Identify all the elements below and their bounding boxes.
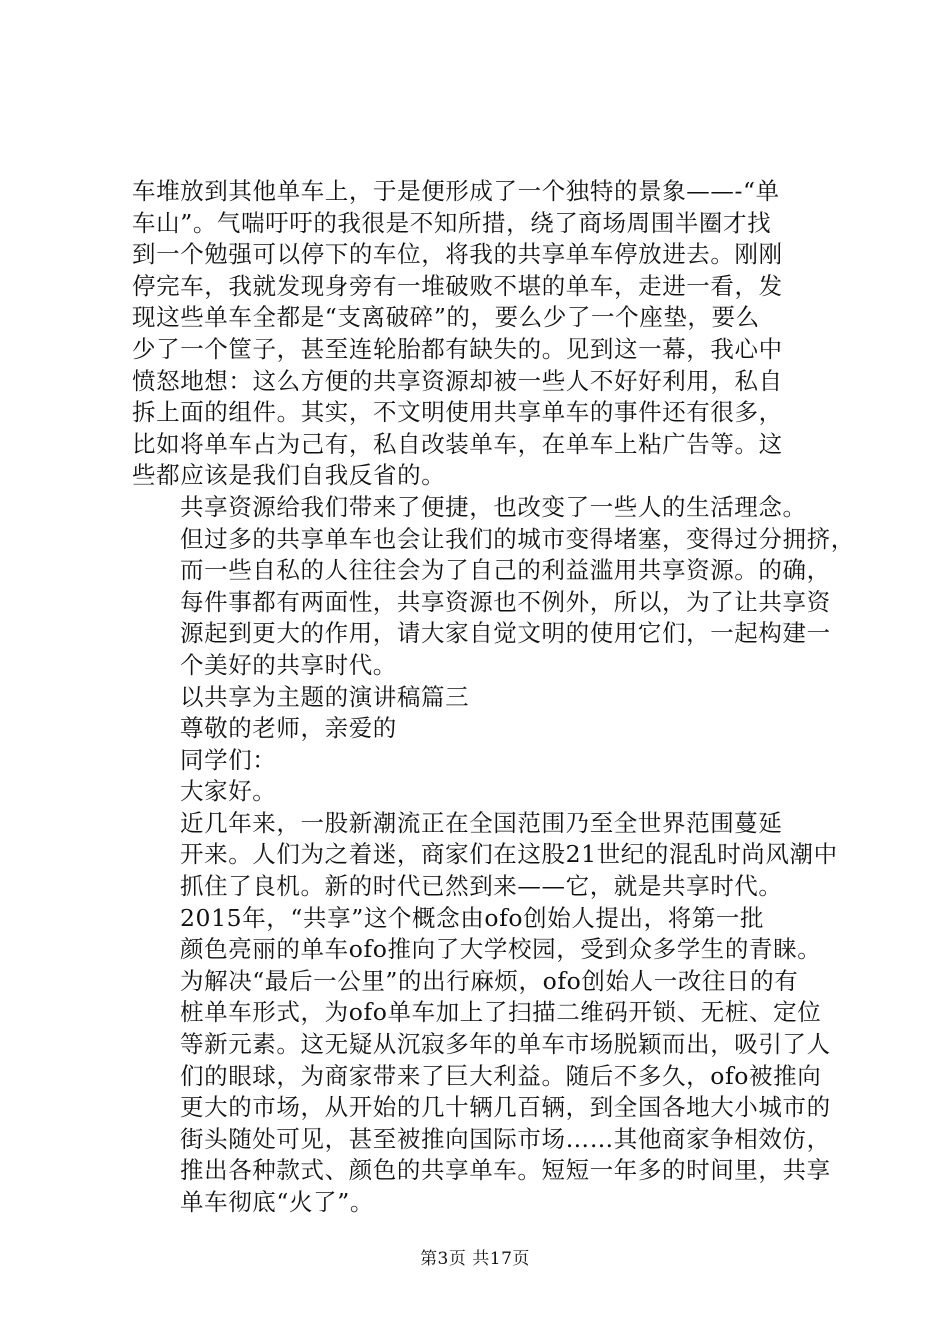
page-footer: 第3页 共17页 bbox=[420, 1249, 530, 1269]
text-line: 开来。人们为之着迷，商家们在这股21世纪的混乱时尚风潮中 bbox=[180, 840, 838, 869]
text-line: 尊敬的老师，亲爱的 bbox=[180, 714, 397, 743]
text-line: 比如将单车占为己有，私自改装单车，在单车上粘广告等。这 bbox=[132, 429, 783, 458]
text-line: 但过多的共享单车也会让我们的城市变得堵塞，变得过分拥挤， bbox=[180, 524, 855, 553]
text-line: 以共享为主题的演讲稿篇三 bbox=[180, 682, 470, 711]
paragraph bbox=[132, 903, 832, 1219]
paragraph bbox=[132, 808, 838, 903]
paragraph bbox=[132, 745, 832, 777]
text-line: 车堆放到其他单车上，于是便形成了一个独特的景象——-“单 bbox=[132, 177, 780, 205]
text-line: 停完车，我就发现身旁有一堆破败不堪的单车，走进一看，发 bbox=[132, 271, 783, 300]
text-line: 推出各种款式、颜色的共享单车。短短一年多的时间里，共享 bbox=[180, 1156, 831, 1185]
paragraph bbox=[132, 713, 832, 745]
text-line: 更大的市场，从开始的几十辆几百辆，到全国各地大小城市的 bbox=[180, 1093, 831, 1122]
text-line: 每件事都有两面性，共享资源也不例外，所以，为了让共享资 bbox=[180, 587, 831, 616]
text-line: 少了一个筐子，甚至连轮胎都有缺失的。见到这一幕，我心中 bbox=[132, 334, 783, 363]
text-line: 个美好的共享时代。 bbox=[180, 650, 397, 679]
document-body bbox=[132, 176, 855, 1219]
text-line: 现这些单车全都是“支离破碎”的，要么少了一个座垫，要么 bbox=[132, 303, 760, 332]
text-line: 们的眼球，为商家带来了巨大利益。随后不多久，ofo被推向 bbox=[180, 1061, 822, 1090]
text-line: 等新元素。这无疑从沉寂多年的单车市场脱颖而出，吸引了人 bbox=[180, 1030, 831, 1059]
text-line: 到一个勉强可以停下的车位，将我的共享单车停放进去。刚刚 bbox=[132, 240, 783, 269]
text-line: 大家好。 bbox=[180, 777, 277, 806]
paragraph bbox=[132, 682, 832, 714]
text-line: 为解决“最后一公里”的出行麻烦，ofo创始人一改往日的有 bbox=[180, 966, 799, 995]
text-line: 愤怒地想：这么方便的共享资源却被一些人不好好利用，私自 bbox=[132, 366, 783, 395]
text-line: 源起到更大的作用，请大家自觉文明的使用它们，一起构建一 bbox=[180, 619, 831, 648]
text-line: 颜色亮丽的单车ofo推向了大学校园，受到众多学生的青睐。 bbox=[180, 935, 822, 964]
paragraph bbox=[132, 492, 855, 682]
text-line: 而一些自私的人往往会为了自己的利益滥用共享资源。的确， bbox=[180, 556, 831, 585]
text-line: 2015年，“共享”这个概念由ofo创始人提出，将第一批 bbox=[180, 903, 765, 932]
paragraph bbox=[132, 176, 832, 492]
text-line: 共享资源给我们带来了便捷，也改变了一些人的生活理念。 bbox=[180, 492, 807, 521]
text-line: 些都应该是我们自我反省的。 bbox=[132, 461, 446, 490]
text-line: 街头随处可见，甚至被推向国际市场……其他商家争相效仿， bbox=[180, 1124, 831, 1153]
text-line: 单车彻底“火了”。 bbox=[180, 1188, 374, 1216]
text-line: 车山”。气喘吁吁的我很是不知所措，绕了商场周围半圈才找 bbox=[132, 208, 772, 237]
paragraph bbox=[132, 776, 832, 808]
text-line: 桩单车形式，为ofo单车加上了扫描二维码开锁、无桩、定位 bbox=[180, 998, 822, 1027]
text-line: 近几年来，一股新潮流正在全国范围乃至全世界范围蔓延 bbox=[180, 808, 783, 837]
text-line: 抓住了良机。新的时代已然到来——它，就是共享时代。 bbox=[180, 872, 783, 901]
text-line: 拆上面的组件。其实，不文明使用共享单车的事件还有很多， bbox=[132, 398, 783, 427]
text-line: 同学们： bbox=[180, 745, 277, 774]
